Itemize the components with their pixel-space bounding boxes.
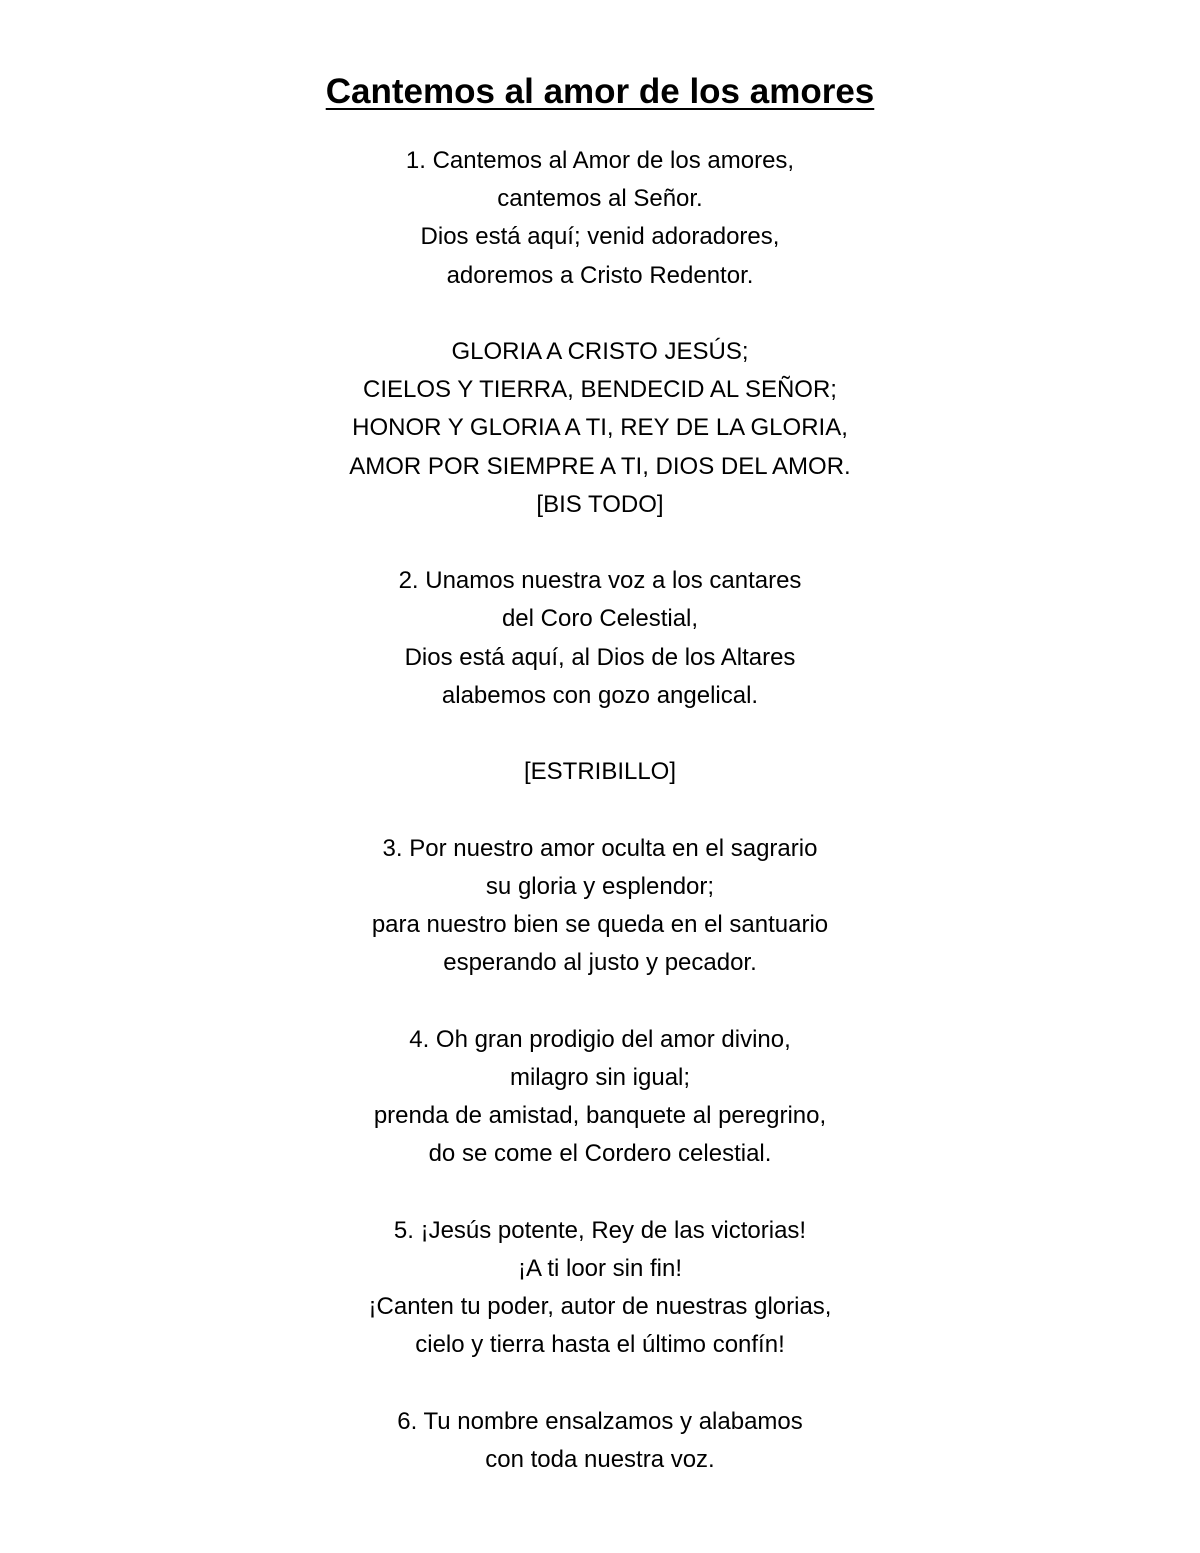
- lyric-line: milagro sin igual;: [509, 1063, 691, 1091]
- lyric-line: CIELOS Y TIERRA, BENDECID AL SEÑOR;: [363, 376, 837, 404]
- lyric-line: 5. ¡Jesús potente, Rey de las victorias!: [393, 1216, 807, 1244]
- stanza-refrain-marker: [0, 753, 1200, 791]
- lyric-line: 6. Tu nombre ensalzamos y alabamos: [397, 1407, 803, 1435]
- lyric-line: para nuestro bien se queda en el santuario: [371, 911, 829, 938]
- lyric-line: cielo y tierra hasta el último confín!: [415, 1331, 785, 1359]
- stanza-verse-4: [0, 1021, 1200, 1174]
- refrain-note: [ESTRIBILLO]: [523, 758, 677, 786]
- lyric-line: 4. Oh gran prodigio del amor divino,: [409, 1025, 791, 1053]
- lyric-line: adoremos a Cristo Redentor.: [446, 261, 754, 289]
- repeat-note: [BIS TODO]: [536, 490, 664, 518]
- stanza-verse-1: [0, 142, 1200, 295]
- stanza-verse-6: [0, 1403, 1200, 1479]
- lyric-line: ¡A ti loor sin fin!: [517, 1254, 683, 1282]
- lyric-line: do se come el Cordero celestial.: [428, 1140, 772, 1168]
- lyric-line: Dios está aquí; venid adoradores,: [420, 223, 780, 251]
- lyric-line: con toda nuestra voz.: [485, 1445, 715, 1473]
- stanza-chorus: [0, 333, 1200, 524]
- lyric-line: Dios está aquí, al Dios de los Altares: [404, 643, 796, 671]
- lyric-line: prenda de amistad, banquete al peregrino,: [373, 1102, 827, 1129]
- lyric-line: 1. Cantemos al Amor de los amores,: [405, 147, 795, 174]
- lyric-line: 2. Unamos nuestra voz a los cantares: [398, 567, 802, 595]
- stanza-verse-5: [0, 1212, 1200, 1365]
- lyric-line: AMOR POR SIEMPRE A TI, DIOS DEL AMOR.: [349, 452, 851, 480]
- lyric-line: HONOR Y GLORIA A TI, REY DE LA GLORIA,: [352, 414, 848, 442]
- lyric-line: su gloria y esplendor;: [485, 872, 715, 900]
- lyric-line: ¡Canten tu poder, autor de nuestras glorias,: [368, 1293, 832, 1320]
- lyric-line: 3. Por nuestro amor oculta en el sagrario: [382, 834, 818, 862]
- song-title: Cantemos al amor de los amores: [325, 72, 875, 111]
- lyric-line: cantemos al Señor.: [497, 185, 703, 213]
- lyric-line: esperando al justo y pecador.: [443, 949, 757, 977]
- lyrics-body: [0, 142, 1200, 1517]
- lyric-line: alabemos con gozo angelical.: [441, 681, 759, 709]
- lyric-line: del Coro Celestial,: [501, 605, 699, 633]
- stanza-verse-2: [0, 562, 1200, 715]
- stanza-verse-3: [0, 830, 1200, 983]
- lyric-line: GLORIA A CRISTO JESÚS;: [451, 338, 749, 365]
